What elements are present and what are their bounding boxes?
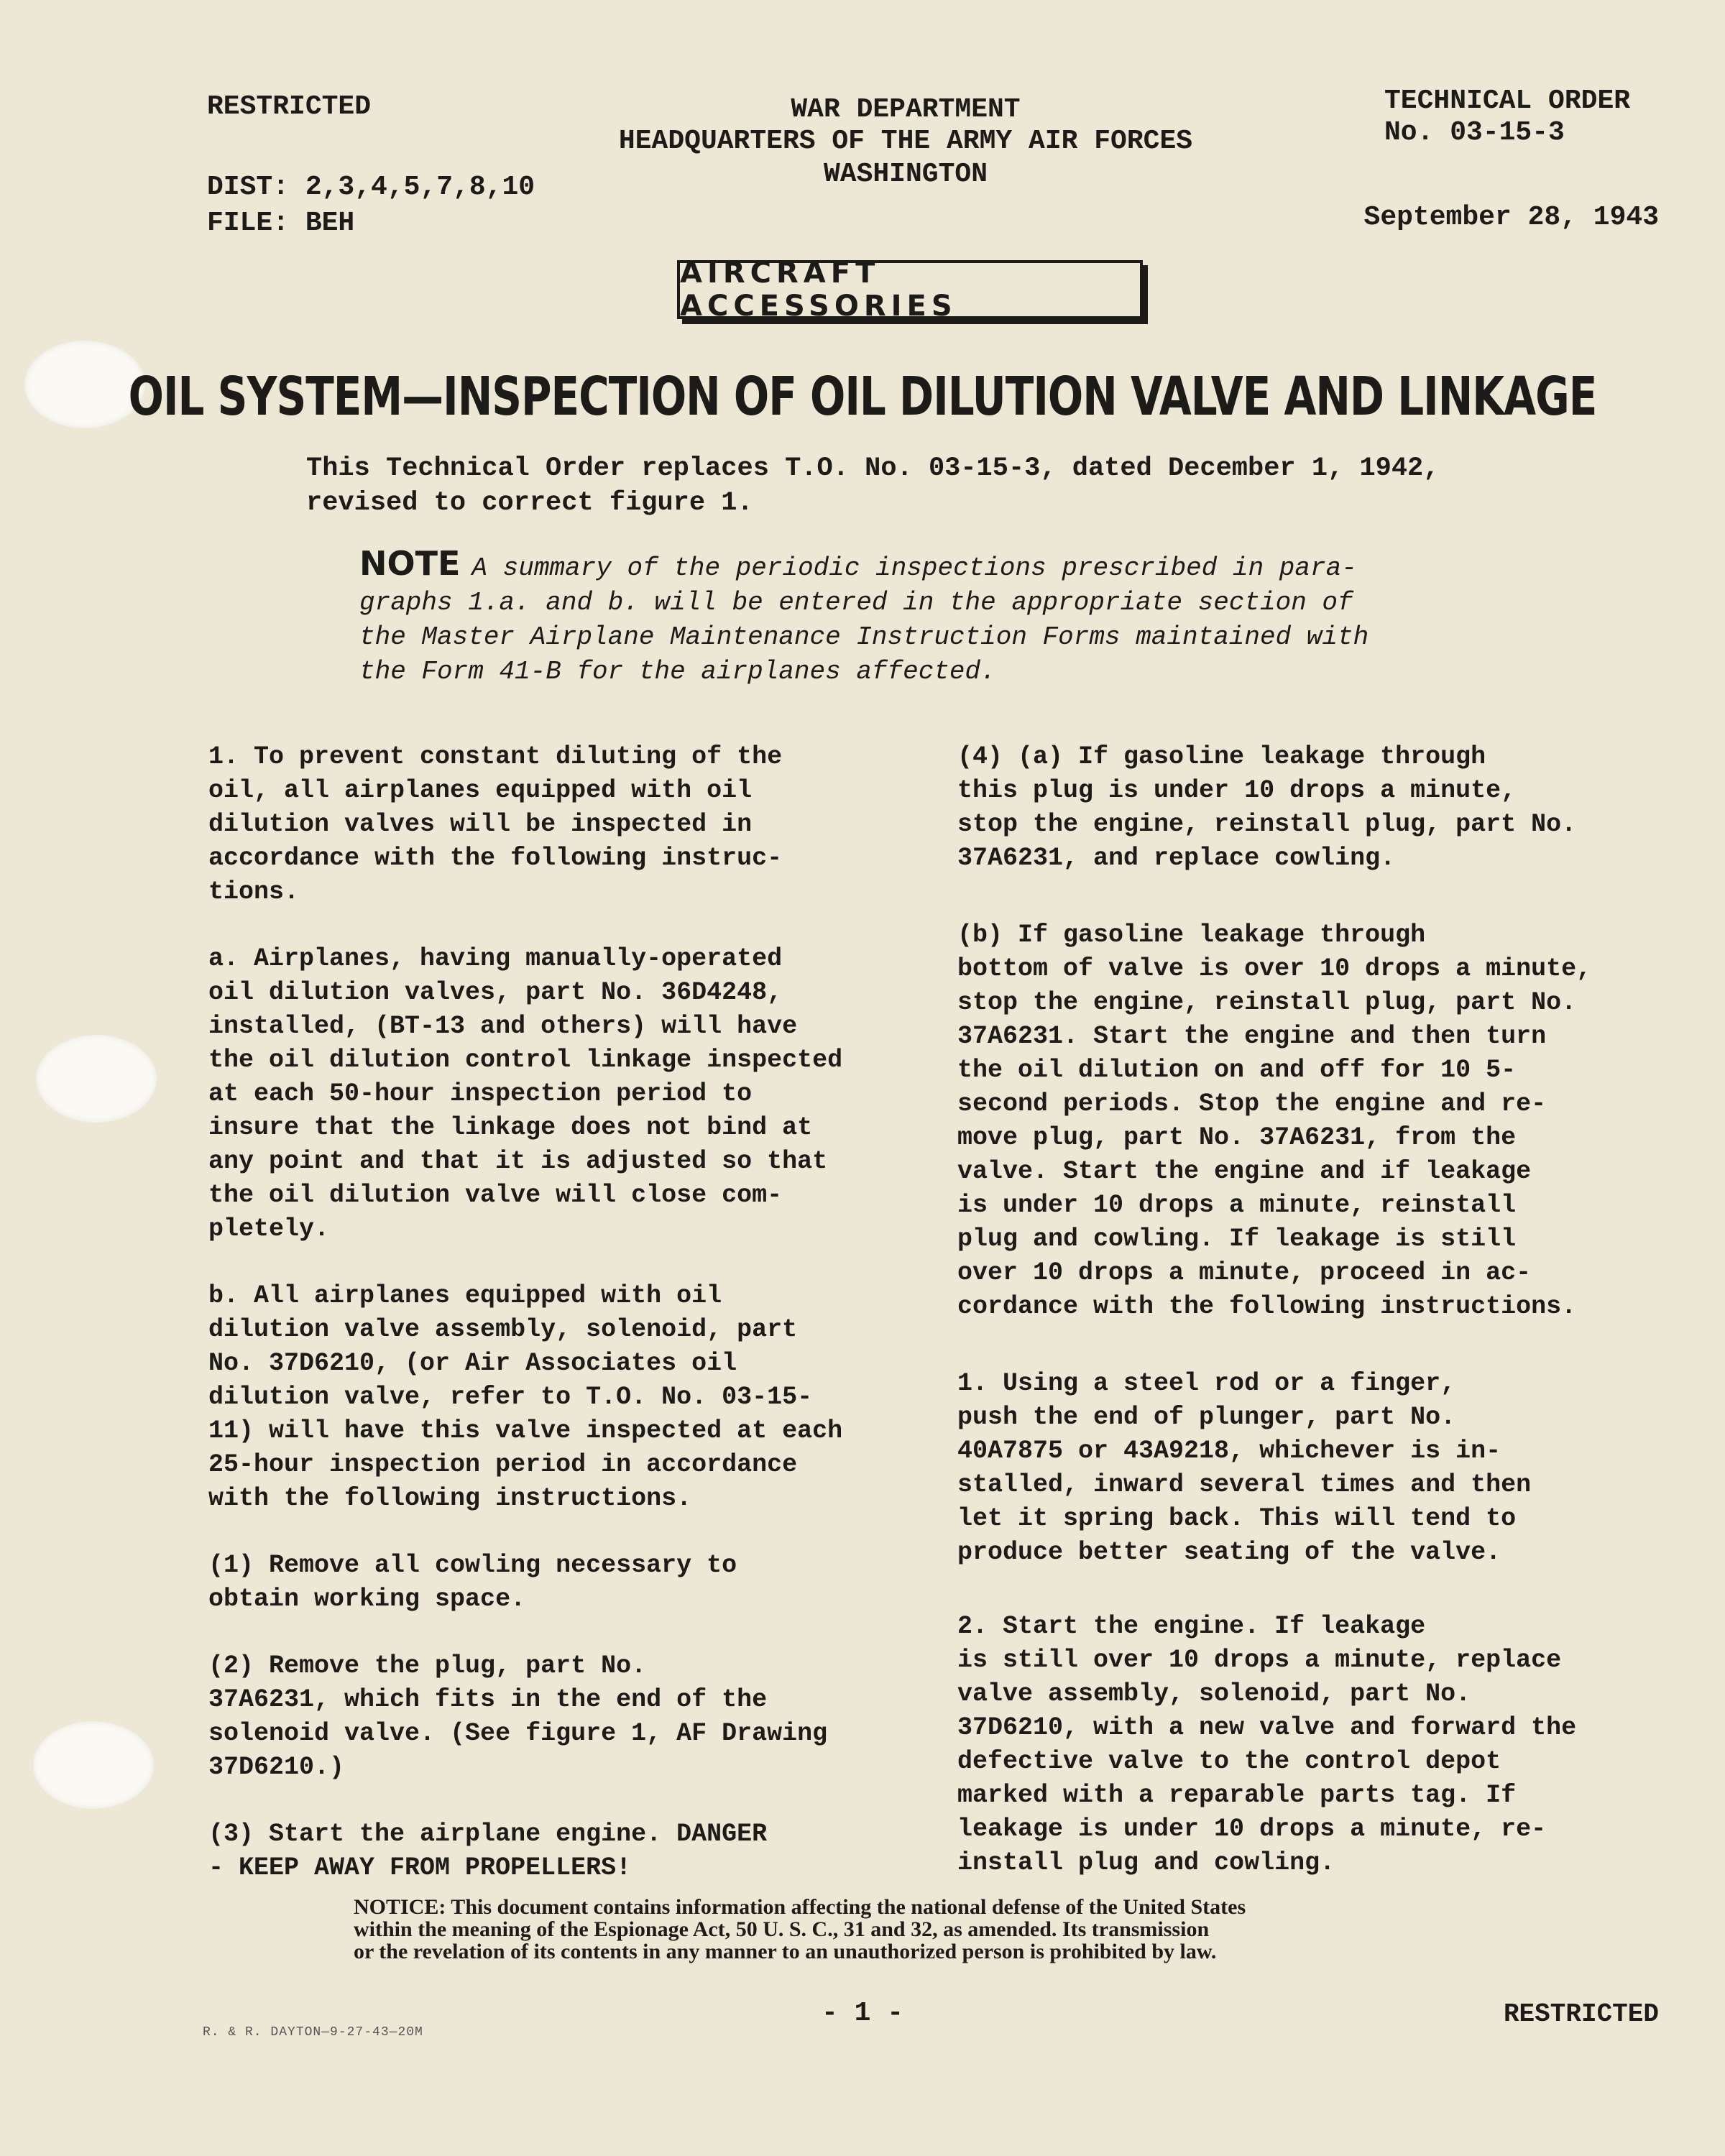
step-2: (2) Remove the plug, part No. 37A6231, which fits in the end of the solenoid valve. (See figure 1, AF Drawing 37D6210.) [208, 1651, 828, 1782]
document-title: OIL SYSTEM—INSPECTION OF OIL DILUTION VALVE AND LINKAGE [128, 365, 1597, 428]
technical-order-number: No. 03-15-3 [1384, 117, 1565, 148]
location-name: WASHINGTON [823, 159, 988, 190]
department-name: WAR DEPARTMENT [791, 94, 1021, 125]
step-3: (3) Start the airplane engine. DANGER - KEEP AWAY FROM PROPELLERS! [208, 1820, 768, 1882]
intro-paragraph: This Technical Order replaces T.O. No. 03-15-3, dated December 1, 1942, revised to correct figure 1. [306, 453, 1440, 518]
security-notice: NOTICE: This document contains information affecting the national defense of the United States within the meaning of the Espionage Act, 50 U. S. C., 31 and 32, as amended. Its transmission or the revelation of its contents in any manner to an unauthorized person is prohibited by law. [354, 1895, 1246, 1963]
technical-order-label: TECHNICAL ORDER [1384, 86, 1631, 116]
right-column [957, 740, 1651, 1880]
page-number: - 1 - [821, 1998, 904, 2029]
substep-1: 1. Using a steel rod or a finger, push the end of plunger, part No. 40A7875 or 43A9218, whichever is in- stalled, inward several times and then let it spring back. This will tend to produce better seating of the valve. [957, 1369, 1532, 1567]
distribution-line: DIST: 2,3,4,5,7,8,10 [207, 172, 535, 203]
paragraph-1a: a. Airplanes, having manually-operated oil dilution valves, part No. 36D4248, installed, (BT-13 and others) will have the oil dilution control linkage inspected at each 50-hour inspection period to insure that the linkage does not bind at any point and that it is adjusted so that the oil dilution valve will close com- pletely. [208, 944, 843, 1243]
substep-2: 2. Start the engine. If leakage is still over 10 drops a minute, replace valve assembly, solenoid, part No. 37D6210, with a new valve and forward the defective valve to the control depot marked with a reparable parts tag. If leakage is under 10 drops a minute, re- install plug and cowling. [957, 1612, 1577, 1877]
step-4a: (4) (a) If gasoline leakage through this plug is under 10 drops a minute, stop the engine, reinstall plug, part No. 37A6231, and replace cowling. [957, 742, 1577, 872]
document-date: September 28, 1943 [1363, 202, 1659, 233]
header-classification: RESTRICTED [207, 91, 372, 122]
note-label: NOTE [359, 544, 461, 583]
headquarters-name: HEADQUARTERS OF THE ARMY AIR FORCES [618, 126, 1193, 157]
paragraph-1b: b. All airplanes equipped with oil dilution valve assembly, solenoid, part No. 37D6210, (or Air Associates oil dilution valve, refer to T.O. No. 03-15- 11) will have this valve inspected at each 25-hour inspection period in accordance with the following instructions. [208, 1281, 843, 1513]
section-banner: AIRCRAFT ACCESSORIES [677, 260, 1143, 319]
step-1: (1) Remove all cowling necessary to obtain working space. [208, 1551, 737, 1613]
printer-mark: R. & R. DAYTON—9-27-43—20M [203, 2025, 423, 2040]
paragraph-1: 1. To prevent constant diluting of the oil, all airplanes equipped with oil dilution valves will be inspected in accordance with the following instruc- tions. [208, 742, 783, 906]
punch-hole-lower [33, 1721, 154, 1809]
file-line: FILE: BEH [207, 208, 355, 239]
note-text: A summary of the periodic inspections prescribed in para- graphs 1.a. and b. will be entered in the appropriate section of the Master Airplane Maintenance Instruction Forms maintained with the Form 41-B for the airplanes affected. [359, 553, 1369, 686]
punch-hole-middle [36, 1035, 157, 1123]
footer-classification: RESTRICTED [1503, 1999, 1659, 2029]
note-block [359, 546, 1509, 689]
left-column [208, 740, 898, 1885]
step-4b: (b) If gasoline leakage through bottom of valve is over 10 drops a minute, stop the engine, reinstall plug, part No. 37A6231. Start the engine and then turn the oil dilution on and off for 10 5- second periods. Stop the engine and re- move plug, part No. 37A6231, from the valve. Start the engine and if leakage is under 10 drops a minute, reinstall plug and cowling. If leakage is still over 10 drops a minute, proceed in ac- cordance with the following instructions. [957, 921, 1592, 1321]
